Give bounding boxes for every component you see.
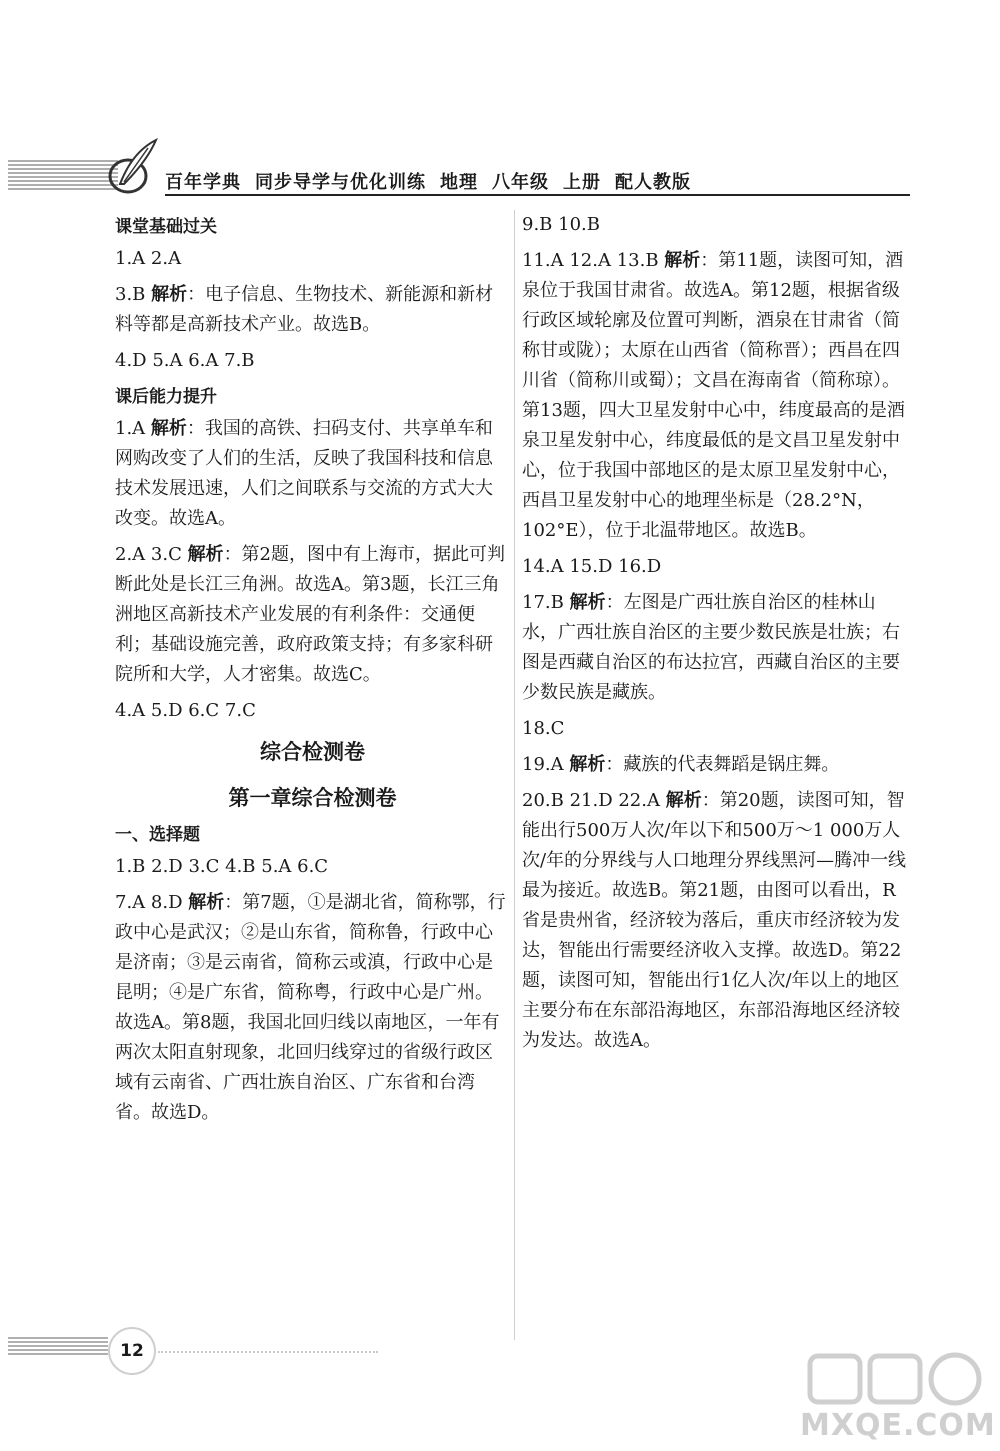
explanation-text: ：左图是广西壮族自治区的桂林山水，广西壮族自治区的主要少数民族是壮族；右图是西藏自治区的布达拉宫，西藏自治区的主要少数民族是藏族。 xyxy=(522,592,900,703)
answer-explanation xyxy=(115,414,510,534)
explanation-text: ：第7题，①是湖北省，简称鄂，行政中心是武汉；②是山东省，简称鲁，行政中心是济南；③是云南省，简称云或滇，行政中心是昆明；④是广东省，简称粤，行政中心是广州。故选A。第8题，我国北回归线以南地区，一年有两次太阳直射现象，北回归线穿过的省级行政区域有云南省、广西壮族自治区、广东省和台湾省。故选D。 xyxy=(115,892,506,1123)
answer-line: 1.A 2.A xyxy=(115,248,182,269)
answer-explanation xyxy=(522,246,907,546)
explanation-text: ：第11题，读图可知，酒泉位于我国甘肃省。故选A。第12题，根据省级行政区域轮廓及位置可判断，酒泉在甘肃省（简称甘或陇）；太原在山西省（简称晋）；西昌在四川省（简称川或蜀）；文昌在海南省（简称琼）。第13题，四大卫星发射中心中，纬度最高的是酒泉卫星发射中心，纬度最低的是文昌卫星发射中心，位于我国中部地区的是太原卫星发射中心，西昌卫星发射中心的地理坐标是（28.2°N，102°E），位于北温带地区。故选B。 xyxy=(522,250,905,541)
answer-line: 18.C xyxy=(522,718,565,739)
watermark-logo-icon xyxy=(800,1350,990,1410)
answer-explanation xyxy=(115,280,510,340)
answer-line: 4.D 5.A 6.A 7.B xyxy=(115,350,255,371)
header-rule xyxy=(165,194,910,196)
answer-line: 4.A 5.D 6.C 7.C xyxy=(115,700,256,721)
watermark-text: MXQE.COM xyxy=(800,1408,996,1443)
footer-dotted-line xyxy=(158,1351,378,1353)
answer-numbers: 19.A xyxy=(522,754,570,775)
explanation-text: ：藏族的代表舞蹈是锅庄舞。 xyxy=(605,754,840,775)
answer-numbers: 2.A 3.C xyxy=(115,544,188,565)
chapter-test-title: 第一章综合检测卷 xyxy=(228,786,397,810)
header-brand: 百年学典 xyxy=(165,172,241,193)
explanation-text: ：我国的高铁、扫码支付、共享单车和网购改变了人们的生活，反映了我国科技和信息技术发展迅速，人们之间联系与交流的方式大大改变。故选A。 xyxy=(115,418,493,529)
left-column xyxy=(115,210,510,1134)
page-number: 12 xyxy=(108,1327,156,1375)
watermark xyxy=(800,1350,996,1446)
column-divider xyxy=(514,210,515,1340)
explanation-text: ：第2题，图中有上海市，据此可判断此处是长江三角洲。故选A。第3题，长江三角洲地区高新技术产业发展的有利条件：交通便利；基础设施完善，政府政策支持；有多家科研院所和大学，人才密集。故选C。 xyxy=(115,544,506,685)
explanation-keyword: 解析 xyxy=(569,592,606,613)
answer-numbers: 1.A xyxy=(115,418,151,439)
answer-numbers: 11.A 12.A 13.B xyxy=(522,250,665,271)
answer-line: 14.A 15.D 16.D xyxy=(522,556,662,577)
explanation-text: ：电子信息、生物技术、新能源和新材料等都是高新技术产业。故选B。 xyxy=(115,284,494,335)
section-title-choice: 一、选择题 xyxy=(115,825,200,845)
header-series: 同步导学与优化训练 xyxy=(255,172,426,193)
explanation-keyword: 解析 xyxy=(187,544,224,565)
answer-explanation xyxy=(522,786,907,1056)
explanation-keyword: 解析 xyxy=(664,250,701,271)
section-title-classroom: 课堂基础过关 xyxy=(115,217,217,237)
header-grade: 八年级 xyxy=(492,172,549,193)
answer-numbers: 20.B 21.D 22.A xyxy=(522,790,666,811)
explanation-keyword: 解析 xyxy=(569,754,606,775)
quill-logo-icon xyxy=(100,138,160,196)
answer-line: 9.B 10.B xyxy=(522,214,600,235)
answer-explanation xyxy=(115,888,510,1128)
explanation-text: ：第20题，读图可知，智能出行500万人次/年以下和500万～1 000万人次/年的分界线与人口地理分界线黑河—腾冲一线最为接近。故选B。第21题，由图可以看出，R省是贵州省，经济较为落后，重庆市经济较为发达，智能出行需要经济收入支撑。故选D。第22题，读图可知，智能出行1亿人次/年以上的地区主要分布在东部沿海地区，东部沿海地区经济较为发达。故选A。 xyxy=(522,790,907,1051)
header-subject: 地理 xyxy=(440,172,478,193)
header-volume: 上册 xyxy=(563,172,601,193)
right-column xyxy=(522,210,907,1062)
explanation-keyword: 解析 xyxy=(665,790,702,811)
explanation-keyword: 解析 xyxy=(150,418,187,439)
explanation-keyword: 解析 xyxy=(188,892,225,913)
header-title xyxy=(165,168,705,194)
answer-numbers: 3.B xyxy=(115,284,152,305)
answer-numbers: 7.A 8.D xyxy=(115,892,189,913)
explanation-keyword: 解析 xyxy=(151,284,188,305)
answer-explanation xyxy=(115,540,510,690)
page-header xyxy=(0,130,1000,200)
answer-line: 1.B 2.D 3.C 4.B 5.A 6.C xyxy=(115,856,329,877)
footer-stripe-decoration xyxy=(8,1337,108,1355)
answer-explanation xyxy=(522,750,907,780)
section-title-after-class: 课后能力提升 xyxy=(115,387,217,407)
answer-numbers: 17.B xyxy=(522,592,570,613)
test-title: 综合检测卷 xyxy=(260,740,365,764)
header-edition: 配人教版 xyxy=(615,172,691,193)
answer-explanation xyxy=(522,588,907,708)
